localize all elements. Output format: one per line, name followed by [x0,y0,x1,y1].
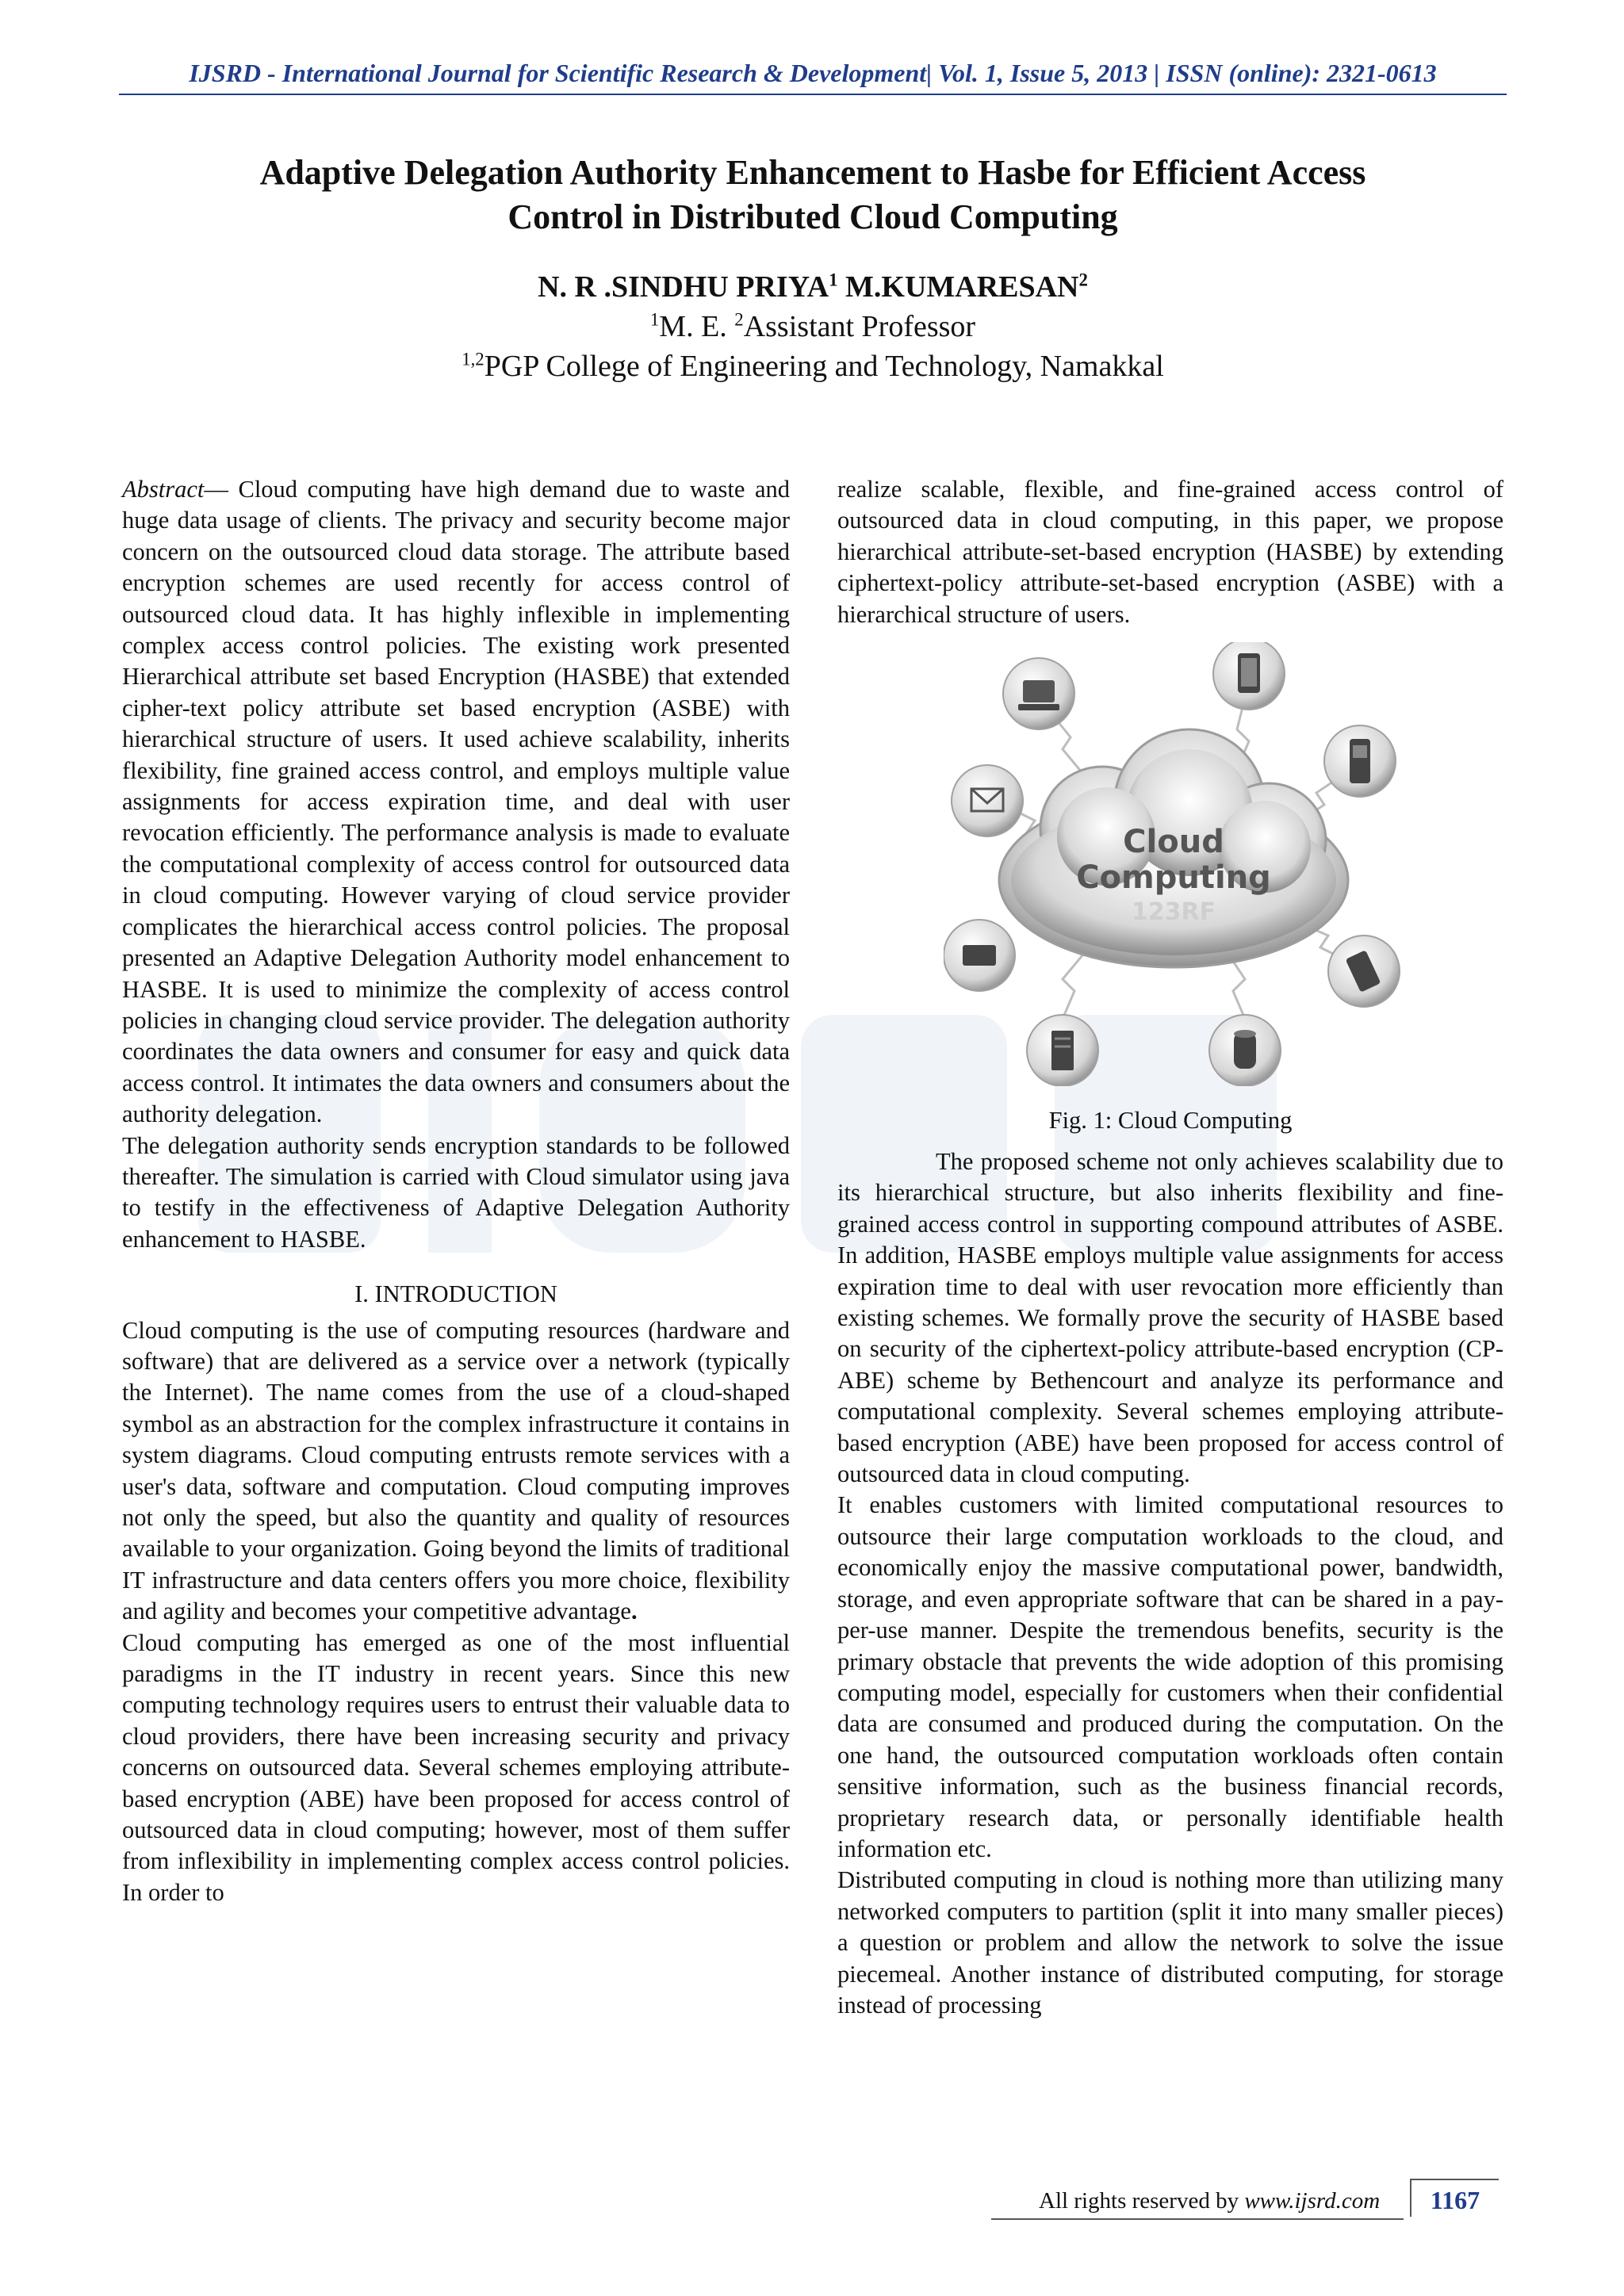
authors [159,270,1467,304]
figure-watermark-text: 123RF [1131,898,1216,926]
body-paragraph-5: Distributed computing in cloud is nothing more than utilizing many networked computers to partition (split it into many smaller pieces) a question or problem and allow the network to solve the issue piecemeal. Another instance of distributed computing, for storage instead of processing [837,1866,1503,2019]
server-icon [1027,1015,1098,1086]
intro-p1-end: . [630,1598,638,1625]
abstract-text-1: Cloud computing have high demand due to waste and huge data usage of clients. The privacy and security become major concern on the outsourced cloud data storage. The attribute based encryption schemes are used recently for access control of outsourced cloud data. It has highly inflexible in implementing complex access control policies. The existing work presented Hierarchical attribute set based Encryption (HASBE) that extended cipher-text policy attribute set based encryption (ASBE) with hierarchical structure of users. It used achieve scalability, inherits flexibility, fine grained access control, and employs multiple value assignments for access expiration time, and deal with user revocation efficiently. The performance analysis is made to evaluate the computational complexity of access control for outsourced data in cloud computing. However varying of cloud service provider complicates the hierarchical access control policies. The proposal presented an Adaptive Delegation Authority model enhancement to HASBE. It is used to minimize the complexity of access control policies in changing cloud service provider. The delegation authority coordinates the data owners and consumer for easy and quick data access control. It intimates the data owners and consumers about the authority delegation. [122,476,791,1128]
author-2: M.KUMARESAN [837,270,1079,304]
title-line-2: Control in Distributed Cloud Computing [508,197,1118,236]
paper-title [159,151,1467,239]
figure-caption: Fig. 1: Cloud Computing [1048,1107,1293,1134]
intro-paragraph-2: Cloud computing has emerged as one of the most influential paradigms in the IT industry in recent years. Since this new computing technology requires users to entrust their valuable data to cloud providers, there have been increasing security and privacy concerns on outsourced data. Several schemes employing attribute-based encryption (ABE) have been proposed for access control of outsourced data in cloud computing; however, most of them suffer from inflexibility in implementing complex access control policies. In order to [122,1628,790,1906]
mail-icon [952,765,1023,836]
body-paragraph-4: It enables customers with limited computational resources to outsource their large computation workloads to the cloud, and economically enjoy the massive computational power, bandwidth, storage, and even appropriate software that can be shared in a pay-per-use manner. Despite the tremendous benefits, security is the primary obstacle that prevents the wide adoption of this promising computing model, especially for customers when their confidential data are consumed and produced during the computation. On the one hand, the outsourced computation workloads often contain sensitive information, such as the business financial records, proprietary research data, or personally identifiable health information etc. [837,1491,1503,1862]
footer-rights [1039,2188,1380,2214]
laptop-icon [1003,658,1074,729]
figure-cloud-text-2: Computing [1076,859,1271,896]
figure-cloud-computing [944,642,1404,1086]
abstract-paragraph [122,474,790,1131]
affil-1: M. E. [659,310,735,343]
hard-drive-icon [944,920,1015,991]
left-column [122,474,790,1908]
title-line-1: Adaptive Delegation Authority Enhancement to Hasbe for Efficient Access [259,153,1366,192]
tablet-icon [1213,642,1285,710]
affil-2-sup: 2 [734,309,744,330]
author-1-sup: 1 [829,270,838,290]
footer-site-link[interactable]: www.ijsrd.com [1244,2188,1381,2214]
section-heading-introduction: I. INTRODUCTION [354,1280,557,1308]
affil-3: PGP College of Engineering and Technology, Namakkal [484,350,1164,383]
right-column-top [837,474,1503,630]
author-2-sup: 2 [1078,270,1088,290]
right-column-bottom [837,1146,1503,2021]
abstract-dash: — [204,476,239,503]
body-paragraph-3: The proposed scheme not only achieves scalability due to its hierarchical structure, but also inherits flexibility and fine-grained access control in supporting compound attributes of ASBE. In addition, HASBE employs multiple value assignments for access expiration time to deal with user revocation more efficiently than existing schemes. We formally prove the security of HASBE based on security of the ciphertext-policy attribute-based encryption (CP-ABE) scheme by Bethencourt and analyze its performance and computational complexity. Several schemes employing attribute-based encryption (ABE) have been proposed for access control of outsourced data in cloud computing. [837,1148,1503,1488]
journal-header: IJSRD - International Journal for Scientific Research & Development| Vol. 1, Issue 5, 2013 | ISSN (online): 2321-0613 [189,59,1437,87]
figure-cloud-text-1: Cloud [1123,824,1224,860]
intro-p1-text: Cloud computing is the use of computing resources (hardware and software) that are delivered as a service over a network (typically the Internet). The name comes from the use of a cloud-shaped symbol as an abstraction for the complex infrastructure it contains in system diagrams. Cloud computing entrusts remote services with a user's data, software and computation. Cloud computing improves not only the speed, but also the quantity and quality of resources available to your organization. Going beyond the limits of traditional IT infrastructure and data centers offers you more choice, flexibility and agility and becomes your competitive advantage [122,1316,790,1625]
footer-rule [991,2218,1404,2220]
footer-rights-text: All rights reserved by [1039,2188,1245,2214]
page-number: 1167 [1410,2179,1499,2217]
intro-paragraph-continued: realize scalable, flexible, and fine-grained access control of outsourced data in cloud computing, in this paper, we propose hierarchical attribute-set-based encryption (HASBE) by extending ciphertext-policy attribute-set-based encryption (ASBE) with a hierarchical structure of users. [837,476,1503,628]
mobile-phone-icon [1324,725,1396,797]
intro-paragraph-1 [122,1315,790,1628]
database-icon [1209,1015,1281,1086]
header-rule [119,94,1507,95]
affil-3-sup: 1,2 [462,349,485,369]
smartphone-icon [1328,936,1400,1007]
affil-2: Assistant Professor [743,310,976,343]
author-1: N. R .SINDHU PRIYA [538,270,829,304]
affiliation-roles [159,309,1467,344]
page-footer [991,2185,1507,2221]
affil-1-sup: 1 [649,309,660,330]
abstract-label: Abstract [122,476,205,503]
abstract-paragraph-2: The delegation authority sends encryption standards to be followed thereafter. The simulation is carried with Cloud simulator using java to testify in the effectiveness of Adaptive Delegation Authority enhancement to HASBE. [122,1131,790,1253]
affiliation-institution [159,349,1467,384]
